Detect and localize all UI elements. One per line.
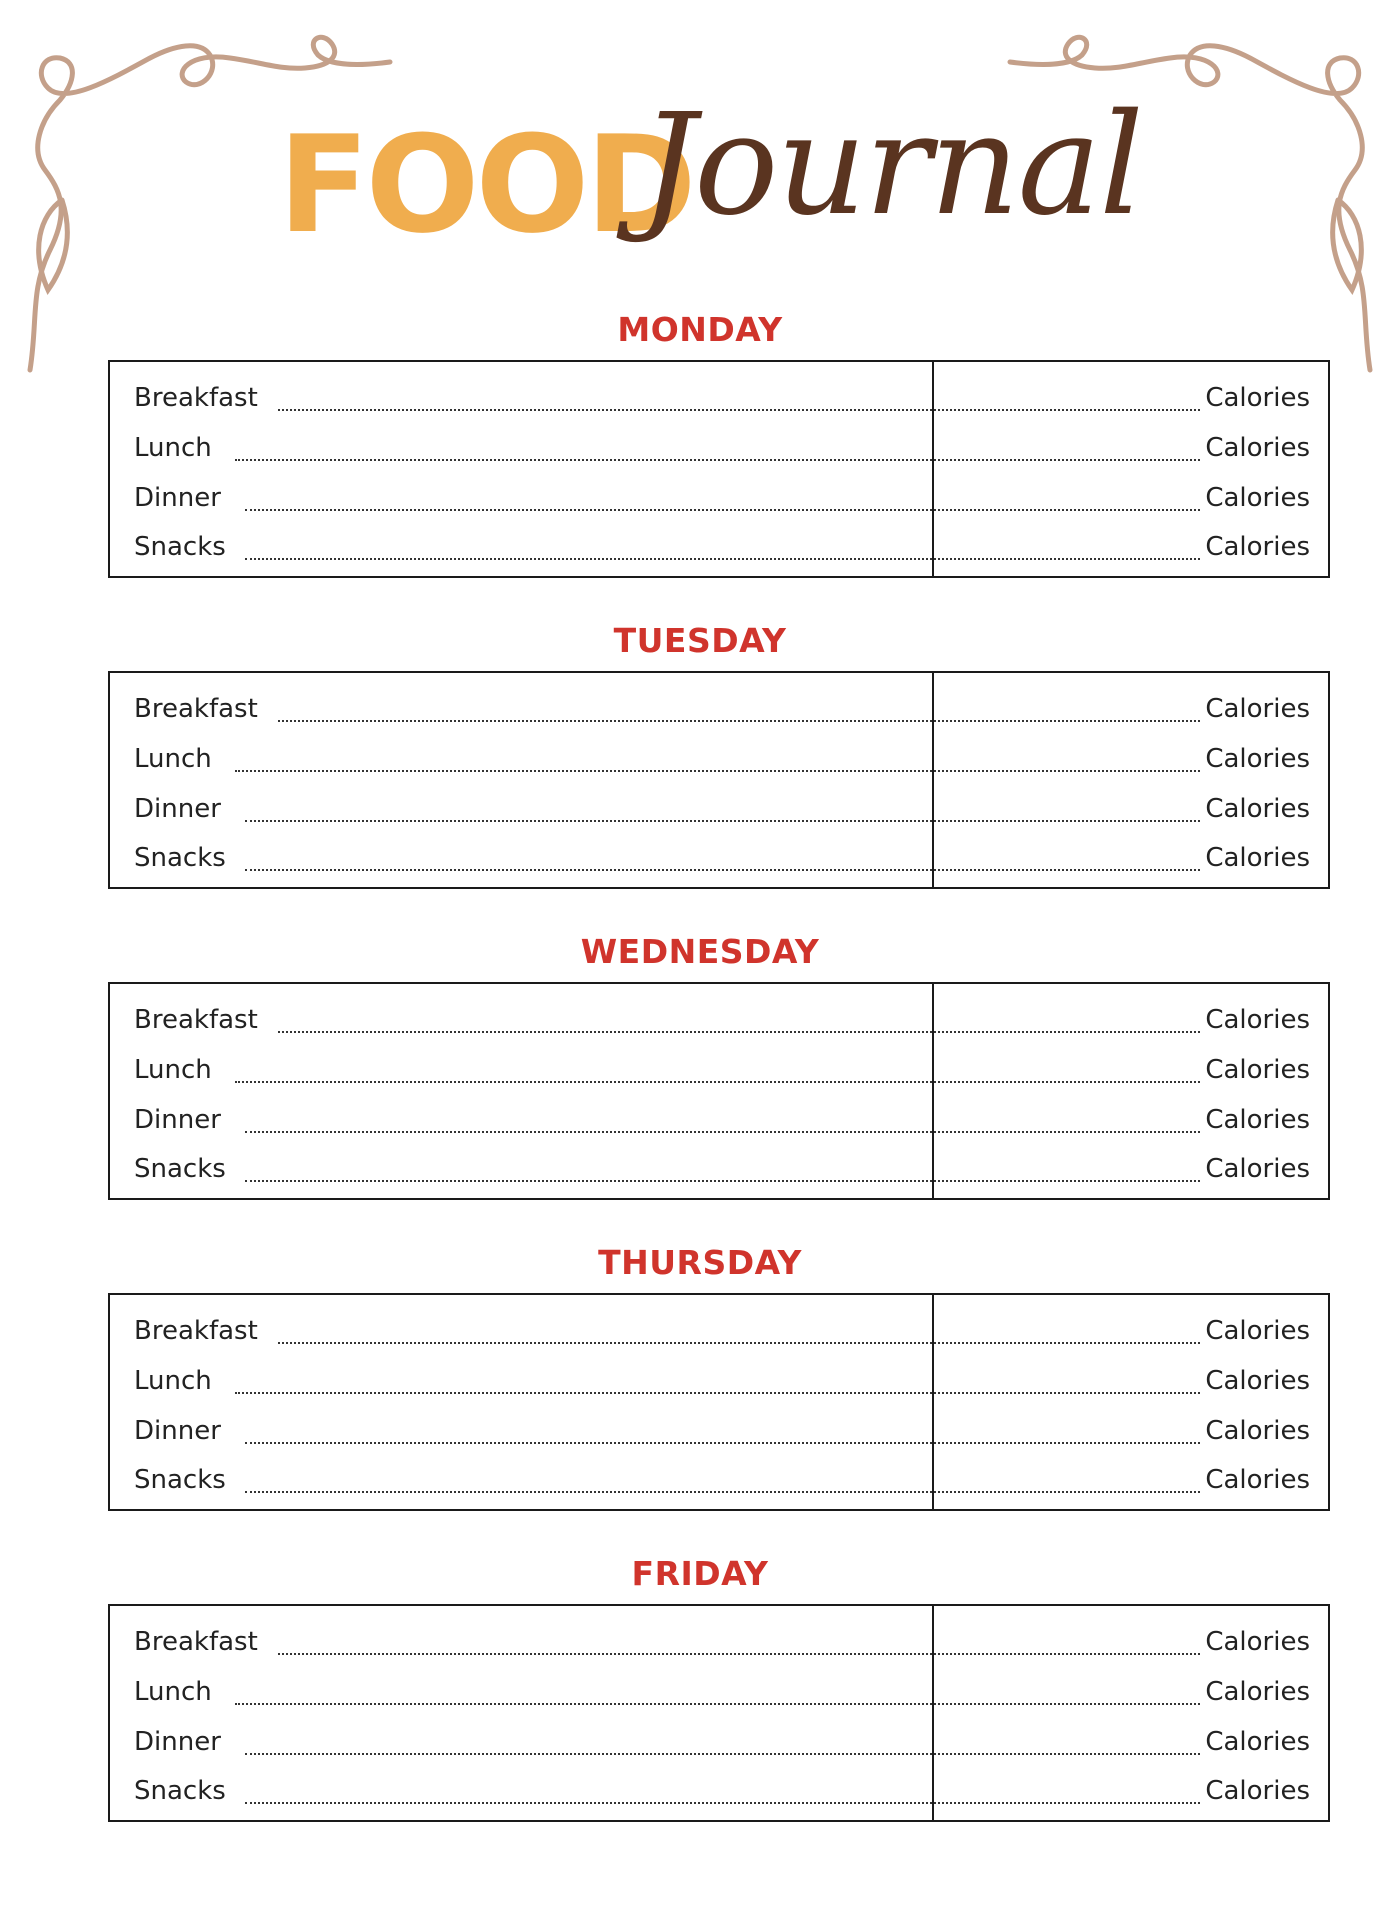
meal-row-dinner: [110, 1100, 1328, 1140]
calories-label: Calories: [1205, 1366, 1310, 1396]
meal-label: Lunch: [134, 744, 212, 774]
calories-label: Calories: [1205, 433, 1310, 463]
journal-title: [0, 0, 1400, 300]
food-entry-line[interactable]: [245, 509, 932, 511]
meal-row-snacks: [110, 838, 1328, 878]
meal-label: Breakfast: [134, 383, 258, 413]
calories-label: Calories: [1205, 383, 1310, 413]
calories-label: Calories: [1205, 1154, 1310, 1184]
calories-label: Calories: [1205, 744, 1310, 774]
calories-label: Calories: [1205, 1055, 1310, 1085]
meal-row-breakfast: [110, 378, 1328, 418]
meal-label: Breakfast: [134, 1627, 258, 1657]
meal-label: Breakfast: [134, 1316, 258, 1346]
meal-label: Dinner: [134, 1416, 221, 1446]
calories-label: Calories: [1205, 843, 1310, 873]
food-entry-line[interactable]: [235, 1392, 932, 1394]
calories-label: Calories: [1205, 1776, 1310, 1806]
calories-entry-line[interactable]: [934, 509, 1200, 511]
meal-table: [108, 982, 1330, 1200]
food-entry-line[interactable]: [245, 869, 932, 871]
meal-row-breakfast: [110, 689, 1328, 729]
meal-label: Dinner: [134, 794, 221, 824]
calories-entry-line[interactable]: [934, 1703, 1200, 1705]
food-entry-line[interactable]: [245, 1802, 932, 1804]
calories-entry-line[interactable]: [934, 1802, 1200, 1804]
calories-entry-line[interactable]: [934, 770, 1200, 772]
calories-entry-line[interactable]: [934, 1180, 1200, 1182]
calories-label: Calories: [1205, 1105, 1310, 1135]
meal-row-lunch: [110, 1361, 1328, 1401]
meal-label: Lunch: [134, 1366, 212, 1396]
meal-row-snacks: [110, 1460, 1328, 1500]
meal-label: Lunch: [134, 1055, 212, 1085]
meal-row-breakfast: [110, 1311, 1328, 1351]
title-journal: Journal: [640, 84, 1142, 247]
food-entry-line[interactable]: [278, 1342, 932, 1344]
calories-entry-line[interactable]: [934, 1031, 1200, 1033]
meal-row-dinner: [110, 478, 1328, 518]
calories-label: Calories: [1205, 794, 1310, 824]
meal-row-breakfast: [110, 1000, 1328, 1040]
meal-label: Dinner: [134, 483, 221, 513]
meal-row-snacks: [110, 1771, 1328, 1811]
meal-row-lunch: [110, 1672, 1328, 1712]
meal-row-dinner: [110, 1411, 1328, 1451]
food-entry-line[interactable]: [235, 1081, 932, 1083]
food-entry-line[interactable]: [278, 1653, 932, 1655]
calories-entry-line[interactable]: [934, 1491, 1200, 1493]
calories-label: Calories: [1205, 483, 1310, 513]
meal-label: Snacks: [134, 532, 226, 562]
meal-row-lunch: [110, 739, 1328, 779]
food-entry-line[interactable]: [245, 1753, 932, 1755]
food-entry-line[interactable]: [278, 1031, 932, 1033]
calories-label: Calories: [1205, 1416, 1310, 1446]
meal-label: Lunch: [134, 1677, 212, 1707]
food-entry-line[interactable]: [245, 1442, 932, 1444]
meal-label: Snacks: [134, 843, 226, 873]
meal-row-snacks: [110, 1149, 1328, 1189]
calories-entry-line[interactable]: [934, 1342, 1200, 1344]
calories-entry-line[interactable]: [934, 1653, 1200, 1655]
calories-label: Calories: [1205, 1677, 1310, 1707]
meal-row-lunch: [110, 1050, 1328, 1090]
meal-row-dinner: [110, 1722, 1328, 1762]
day-heading: THURSDAY: [598, 1243, 802, 1282]
food-entry-line[interactable]: [245, 820, 932, 822]
food-entry-line[interactable]: [235, 1703, 932, 1705]
calories-entry-line[interactable]: [934, 1753, 1200, 1755]
calories-label: Calories: [1205, 1465, 1310, 1495]
food-entry-line[interactable]: [245, 1131, 932, 1133]
food-entry-line[interactable]: [235, 770, 932, 772]
food-entry-line[interactable]: [278, 409, 932, 411]
day-heading: WEDNESDAY: [580, 932, 820, 971]
calories-entry-line[interactable]: [934, 1131, 1200, 1133]
calories-entry-line[interactable]: [934, 1442, 1200, 1444]
meal-label: Lunch: [134, 433, 212, 463]
food-entry-line[interactable]: [245, 558, 932, 560]
calories-entry-line[interactable]: [934, 869, 1200, 871]
calories-entry-line[interactable]: [934, 459, 1200, 461]
calories-label: Calories: [1205, 694, 1310, 724]
meal-row-dinner: [110, 789, 1328, 829]
calories-label: Calories: [1205, 1005, 1310, 1035]
meal-row-lunch: [110, 428, 1328, 468]
meal-row-breakfast: [110, 1622, 1328, 1662]
day-heading: FRIDAY: [631, 1554, 769, 1593]
meal-label: Dinner: [134, 1105, 221, 1135]
calories-label: Calories: [1205, 1627, 1310, 1657]
meal-row-snacks: [110, 527, 1328, 567]
calories-label: Calories: [1205, 1316, 1310, 1346]
meal-label: Snacks: [134, 1776, 226, 1806]
day-heading: MONDAY: [617, 310, 783, 349]
calories-label: Calories: [1205, 532, 1310, 562]
calories-entry-line[interactable]: [934, 720, 1200, 722]
meal-label: Breakfast: [134, 694, 258, 724]
meal-table: [108, 360, 1330, 578]
meal-table: [108, 1293, 1330, 1511]
meal-label: Snacks: [134, 1465, 226, 1495]
meal-table: [108, 1604, 1330, 1822]
calories-entry-line[interactable]: [934, 1392, 1200, 1394]
title-food: FOOD: [278, 107, 693, 263]
meal-label: Snacks: [134, 1154, 226, 1184]
calories-entry-line[interactable]: [934, 409, 1200, 411]
food-entry-line[interactable]: [278, 720, 932, 722]
calories-label: Calories: [1205, 1727, 1310, 1757]
day-heading: TUESDAY: [613, 621, 787, 660]
food-entry-line[interactable]: [245, 1491, 932, 1493]
calories-entry-line[interactable]: [934, 1081, 1200, 1083]
calories-entry-line[interactable]: [934, 820, 1200, 822]
calories-entry-line[interactable]: [934, 558, 1200, 560]
meal-label: Dinner: [134, 1727, 221, 1757]
food-entry-line[interactable]: [245, 1180, 932, 1182]
food-entry-line[interactable]: [235, 459, 932, 461]
meal-table: [108, 671, 1330, 889]
meal-label: Breakfast: [134, 1005, 258, 1035]
